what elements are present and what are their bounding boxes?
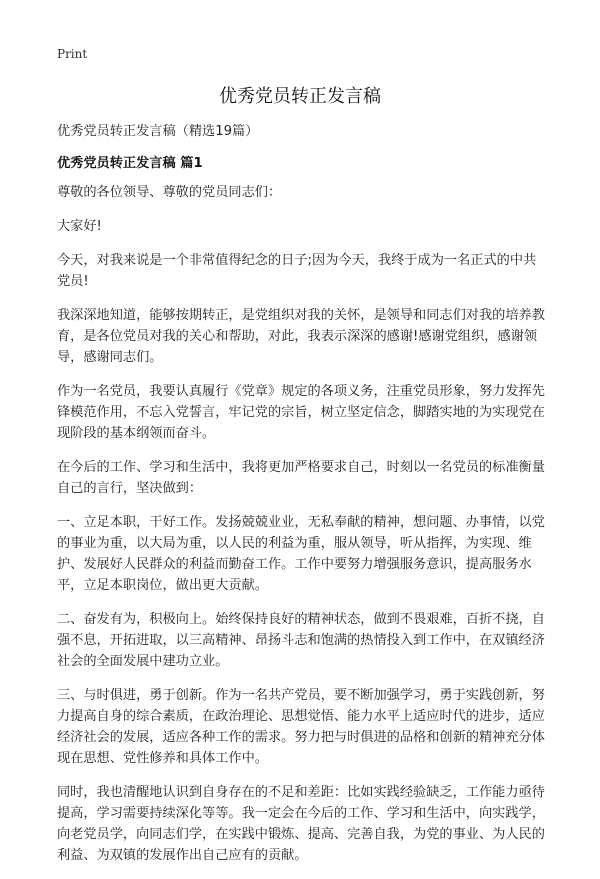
body-paragraph: 在今后的工作、学习和生活中，我将更加严格要求自己，时刻以一名党员的标准衡量自己的言行，坚决做到： bbox=[57, 460, 545, 496]
section-heading: 优秀党员转正发言稿 篇1 bbox=[57, 156, 203, 171]
commitment-item: 一、立足本职，干好工作。发扬兢兢业业，无私奉献的精神，想问题、办事情，以党的事业为重，以大局为重，以人民的利益为重，服从领导，听从指挥，为实现、维护、发展好人民群众的利益而勤奋工作。工作中要努力增强服务意识，提高服务水平，立足本职岗位，做出更大贡献。 bbox=[57, 515, 545, 593]
body-paragraph: 我深深地知道，能够按期转正，是党组织对我的关怀，是领导和同志们对我的培养教育，是各位党员对我的关心和帮助，对此，我表示深深的感谢!感谢党组织，感谢领导，感谢同志们。 bbox=[57, 308, 545, 365]
body-paragraph: 同时，我也清醒地认识到自身存在的不足和差距：比如实践经验缺乏，工作能力亟待提高，学习需要持续深化等等。我一定会在今后的工作、学习和生活中，向实践学，向老党员学，向同志们学，在实践中锻炼、提高、完善自我，为党的事业、为人民的利益、为双镇的发展作出自己应有的贡献。 bbox=[57, 785, 545, 863]
commitment-item: 三、与时俱进，勇于创新。作为一名共产党员，要不断加强学习，勇于实践创新，努力提高自身的综合素质，在政治理论、思想觉悟、能力水平上适应时代的进步，适应经济社会的发展，适应各种工作的需求。努力把与时俱进的品格和创新的精神充分体现在思想、党性修养和具体工作中。 bbox=[57, 688, 545, 766]
document-subtitle: 优秀党员转正发言稿（精选19篇） bbox=[57, 124, 259, 139]
greeting: 大家好! bbox=[57, 219, 102, 234]
salutation: 尊敬的各位领导、尊敬的党员同志们： bbox=[57, 185, 282, 200]
print-link[interactable]: Print bbox=[57, 47, 88, 61]
document-body bbox=[57, 182, 547, 879]
commitment-item: 二、奋发有为，积极向上。始终保持良好的精神状态，做到不畏艰难，百折不挠，自强不息，开拓进取，以三高精神、昂扬斗志和饱满的热情投入到工作中，在双镇经济社会的全面发展中建功立业。 bbox=[57, 612, 545, 669]
body-paragraph: 作为一名党员，我要认真履行《党章》规定的各项义务，注重党员形象，努力发挥先锋模范作用，不忘入党誓言，牢记党的宗旨，树立坚定信念，脚踏实地的为实现党在现阶段的基本纲领而奋斗。 bbox=[57, 384, 545, 441]
body-paragraph: 今天，对我来说是一个非常值得纪念的日子;因为今天，我终于成为一名正式的中共党员! bbox=[57, 253, 537, 289]
page-title: 优秀党员转正发言稿 bbox=[219, 86, 381, 107]
